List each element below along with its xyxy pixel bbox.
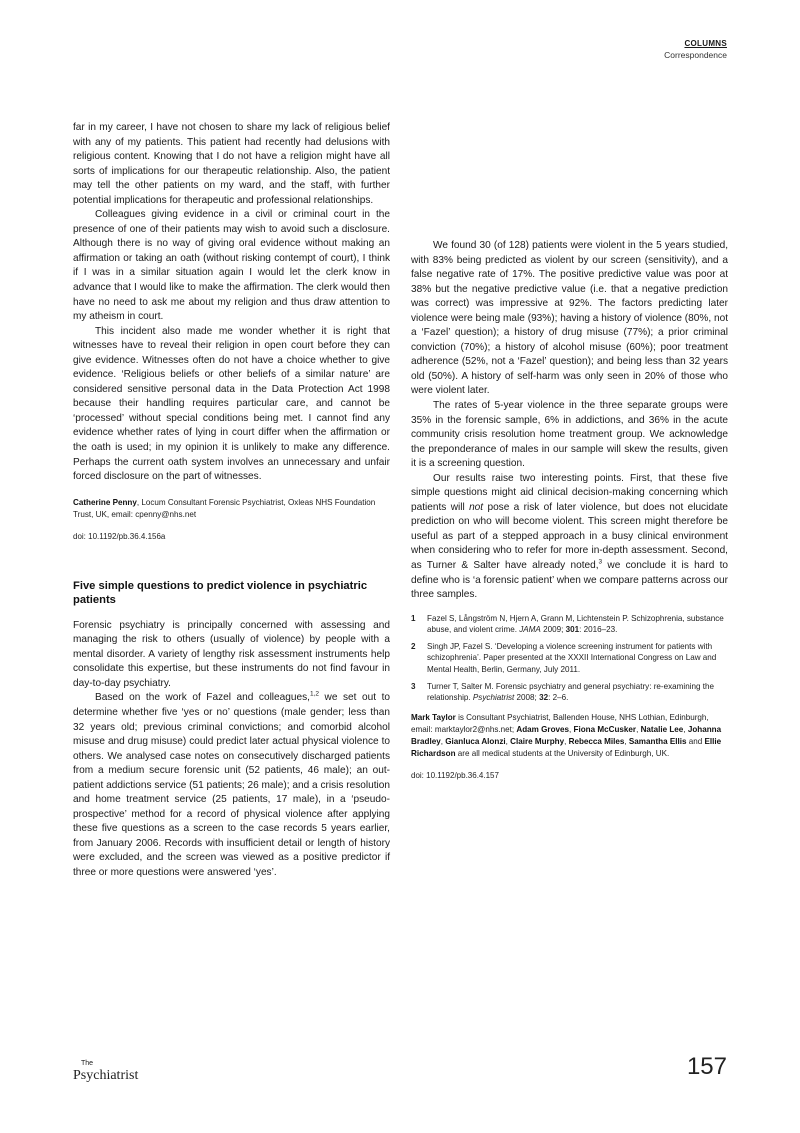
reference-text: 2008; <box>514 693 540 703</box>
article-title: Five simple questions to predict violence in psychiatric patients <box>73 579 368 606</box>
logo-the: The <box>81 1060 94 1067</box>
reference-text: : 2016–23. <box>579 625 618 635</box>
author-name: Claire Murphy <box>510 736 565 746</box>
reference-number: 3 <box>411 681 416 691</box>
author-affiliation: are all medical students at the University of Edinburgh, UK. <box>455 748 670 758</box>
author-name: Gianluca Alonzi <box>445 736 506 746</box>
separator: , <box>624 736 629 746</box>
reference-journal: Psychiatrist <box>472 693 515 703</box>
reference-item <box>411 681 728 704</box>
separator: , <box>440 736 446 746</box>
right-column <box>411 121 728 781</box>
reference-number: 2 <box>411 641 416 651</box>
letter1-doi: doi: 10.1192/pb.36.4.156a <box>73 531 166 541</box>
text-run: pose a risk of later violence, but does not elucidate prediction on who will become violent. This screen might therefore be useful as part of a stepped approach in a busy clinical environment when considering who to refer for more in-depth assessment. Second, as Turner & Salter have already noted, <box>411 501 728 572</box>
author-name: Samantha Ellis <box>628 736 687 746</box>
author-name: Ellie Richardson <box>411 736 722 758</box>
reference-item <box>411 613 728 636</box>
letter1-author-name: Catherine Penny <box>73 497 137 507</box>
separator: , <box>683 724 688 734</box>
author-name: Johanna Bradley <box>411 724 722 746</box>
letter1-paragraph: This incident also made me wonder whether it is right that witnesses have to reveal their religion in open court before they can give evidence. Witnesses often do not have a choice whether to give evidence. ‘Religious beliefs or other beliefs of a similar nature’ are considered sensitive personal data in the Data Protection Act 1998 because their handling requires particular care, and cannot be ‘processed’ without special conditions being met. I cannot find any evidence whether rates of lying in court differ when the affirmation or the oath is used; in my opinion it is unlikely to make any difference. Perhaps the current oath system involves an unnecessary and unfair forced disclosure on the part of witnesses. <box>73 325 390 483</box>
reference-text: Turner T, Salter M. Forensic psychiatry and general psychiatry: re-examining the relationship. <box>427 681 714 703</box>
text-run: we conclude it is hard to define who is ‘a forensic patient’ when we compare patterns across our three samples. <box>411 560 728 601</box>
section-label: COLUMNS <box>684 39 727 48</box>
reference-text: Fazel S, Långström N, Hjern A, Grann M, Lichtenstein P. Schizophrenia, substance abuse, and violent crime. <box>427 613 724 635</box>
reference-journal: JAMA <box>519 625 541 635</box>
letter1-paragraph: Colleagues giving evidence in a civil or criminal court in the presence of one of their patients may wish to avoid such a disclosure. Although there is no way of giving oral evidence without making an affirmation or taking an oath (without risking contempt of court), I think if I was in a similar situation again I would let the clerk know in advance that I would like to make the affirmation. The clerk would then have no need to ask me about my religion and thus draw attention to my atheism in court. <box>73 209 390 323</box>
letter1-author-affiliation: , Locum Consultant Forensic Psychiatrist, Oxleas NHS Foundation Trust, UK, email: cpenny@nhs.net <box>73 497 376 519</box>
author-name: Fiona McCusker <box>573 724 637 734</box>
separator: and <box>686 736 705 746</box>
left-column <box>73 121 390 881</box>
reference-volume: 32 <box>539 693 549 703</box>
letter2-paragraph <box>73 691 390 880</box>
text-run: Based on the work of Fazel and colleagues, <box>95 692 310 704</box>
separator: , <box>636 724 641 734</box>
emphasis: not <box>469 501 484 513</box>
author-affiliation: is Consultant Psychiatrist, Ballenden House, NHS Lothian, Edinburgh, email: marktaylor2@nhs.net; <box>411 712 709 734</box>
letter2-paragraph: The rates of 5-year violence in the three separate groups were 35% in the forensic sample, 6% in addictions, and 36% in the acute community crisis resolution home treatment group. We acknowledge the preponderance of males in our sample will skew the results, given it is a screening question. <box>411 400 728 470</box>
author-name: Natalie Lee <box>640 724 684 734</box>
letter2-paragraph: Forensic psychiatry is principally concerned with assessing and managing the risk to others (usually of violence) by people with a mental disorder. A variety of lengthy risk assessment instruments help consolidate this expertise, but these instruments do not find favour in day-to-day psychiatry. <box>73 619 390 689</box>
citation: 3 <box>598 558 603 566</box>
running-header <box>664 38 727 61</box>
reference-item <box>411 641 728 676</box>
letter2-paragraph: We found 30 (of 128) patients were violent in the 5 years studied, with 83% being predicted as violent by our screen (sensitivity), and a false negative rate of 17%. The positive predictive value was poor at 38% but the negative predictive value (i.e. that a negative prediction was correct) was impressive at 92%. The factors predicting later violence were being male (93%); having a history of violence (80%, not a ‘Fazel’ question); a history of drug misuse (77%); a prior criminal conviction (70%); a history of alcohol misuse (60%); poor treatment adherence (52%, not a ‘Fazel’ question); and being less than 32 years old (50%). A history of self-harm was only seen in 20% of those who were violent later. <box>411 240 729 397</box>
letter2-doi: doi: 10.1192/pb.36.4.157 <box>411 770 499 780</box>
letter2-authors <box>411 712 728 760</box>
journal-logo <box>73 1060 153 1086</box>
citation: 1,2 <box>309 691 320 699</box>
reference-volume: 301 <box>565 625 580 635</box>
text-run: Our results raise two interesting points. First, that these five simple questions might aid clinical decision-making concerning which patients will <box>411 472 728 513</box>
letter1-paragraph: far in my career, I have not chosen to share my lack of religious belief with any of my patients. This patient had recently had delusions with religious content. Knowing that I do not have a religion might have all sorts of implications for our therapeutic relationship. Also, the patient may tell the other patients on my ward, and the staff, with further potential implications for therapeutic and professional relationships. <box>73 122 390 206</box>
separator: , <box>569 724 574 734</box>
reference-text: Singh JP, Fazel S. ‘Developing a violence screening instrument for patients with schizophrenia’. Paper presented at the XXXII International Congress on Law and Mental Health, Berlin, Germany, July 2011. <box>427 641 717 675</box>
author-name: Mark Taylor <box>411 712 456 722</box>
separator: , <box>564 736 569 746</box>
reference-list <box>411 613 728 704</box>
reference-number: 1 <box>411 613 416 623</box>
reference-text: 2009; <box>540 625 566 635</box>
author-name: Adam Groves <box>516 724 570 734</box>
page-number: 157 <box>686 1053 727 1080</box>
logo-name: Psychiatrist <box>73 1068 139 1083</box>
author-name: Rebecca Miles <box>568 736 625 746</box>
letter2-paragraph <box>411 472 728 603</box>
text-run: we set out to determine whether five ‘yes or no’ questions (male gender; less than 32 years old; previous criminal convictions; and comorbid alcohol misuse and drug misuse) could predict later actual physical violence to others. We analysed case notes on consecutively discharged patients from a medium secure forensic unit (52 patients, 46 male); an out-patient addictions service (51 patients; 26 male); and a crisis resolution and home treatment service (25 patients, 17 male), in a ‘pseudo-prospective’ method for a record of physical violence after applying these five questions as a screen to the case records 5 years earlier, from January 2006. Records with insufficient detail or length of history were excluded, and the screen was viewed as a positive predictor if three or more questions were answered ‘yes’. <box>73 692 390 878</box>
reference-text: : 2–6. <box>548 693 569 703</box>
separator: , <box>505 736 511 746</box>
subsection-label: Correspondence <box>664 50 727 60</box>
letter1-author <box>73 497 390 521</box>
